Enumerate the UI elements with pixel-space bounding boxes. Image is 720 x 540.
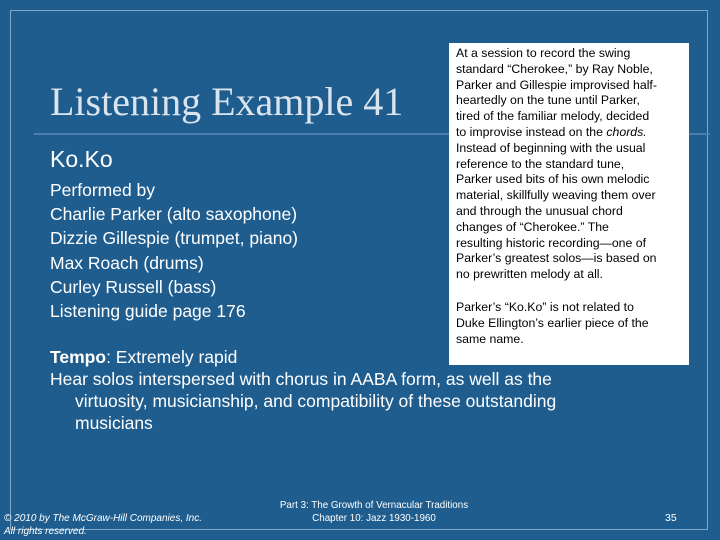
listening-guide-ref: Listening guide page 176 bbox=[50, 301, 246, 322]
performers-list bbox=[50, 178, 298, 323]
callout-line: heartedly on the tune until Parker, bbox=[456, 93, 640, 108]
callout-line: standard “Cherokee,” by Ray Noble, bbox=[456, 61, 653, 76]
callout-line: same name. bbox=[456, 331, 524, 346]
callout-line: Parker used bits of his own melodic bbox=[456, 172, 650, 187]
chapter-label: Chapter 10: Jazz 1930-1960 bbox=[312, 512, 436, 524]
callout-line: reference to the standard tune, bbox=[456, 156, 625, 171]
body-line: virtuosity, musicianship, and compatibility of these outstanding bbox=[75, 391, 557, 411]
callout-note bbox=[456, 300, 685, 347]
rights-line: All rights reserved. bbox=[4, 525, 87, 537]
callout-line: no prewritten melody at all. bbox=[456, 267, 603, 282]
footer-section-info bbox=[254, 500, 494, 525]
body-line: Hear solos interspersed with chorus in AABA form, as well as the bbox=[50, 369, 552, 389]
tempo-label: Tempo bbox=[50, 347, 107, 367]
copyright-notice bbox=[4, 513, 202, 538]
callout-line: and through the unusual chord bbox=[456, 203, 623, 218]
callout-line-text: to improvise instead on the bbox=[456, 124, 607, 139]
callout-line: material, skillfully weaving them over bbox=[456, 188, 656, 203]
callout-line: changes of “Cherokee.” The bbox=[456, 219, 609, 234]
callout-line: Instead of beginning with the usual bbox=[456, 140, 646, 155]
performer-item: Curley Russell (bass) bbox=[50, 276, 217, 297]
page-number: 35 bbox=[665, 512, 677, 524]
piece-title: Ko.Ko bbox=[50, 146, 113, 172]
callout-line: tired of the familiar melody, decided bbox=[456, 109, 650, 124]
callout-line: resulting historic recording—one of bbox=[456, 235, 647, 250]
callout-line: Parker’s greatest solos—is based on bbox=[456, 251, 657, 266]
callout-box bbox=[449, 43, 689, 365]
performer-item: Dizzie Gillespie (trumpet, piano) bbox=[50, 228, 299, 249]
callout-line: Duke Ellington’s earlier piece of the bbox=[456, 315, 649, 330]
part-label: Part 3: The Growth of Vernacular Traditions bbox=[279, 500, 469, 511]
performers-heading: Performed by bbox=[50, 180, 156, 200]
chords-emphasis: chords. bbox=[606, 124, 647, 139]
callout-line: At a session to record the swing bbox=[456, 46, 631, 60]
performer-item: Charlie Parker (alto saxophone) bbox=[50, 204, 298, 225]
tempo-value: : Extremely rapid bbox=[106, 347, 238, 367]
callout-line: Parker’s “Ko.Ko” is not related to bbox=[456, 299, 634, 314]
performer-item: Max Roach (drums) bbox=[50, 252, 204, 273]
body-line: musicians bbox=[75, 413, 153, 433]
callout-paragraph bbox=[456, 46, 685, 283]
slide-title: Listening Example 41 bbox=[50, 79, 404, 124]
callout-line bbox=[456, 125, 685, 141]
copyright-line: © 2010 by The McGraw-Hill Companies, Inc. bbox=[4, 513, 202, 524]
callout-line: Parker and Gillespie improvised half- bbox=[456, 77, 657, 92]
